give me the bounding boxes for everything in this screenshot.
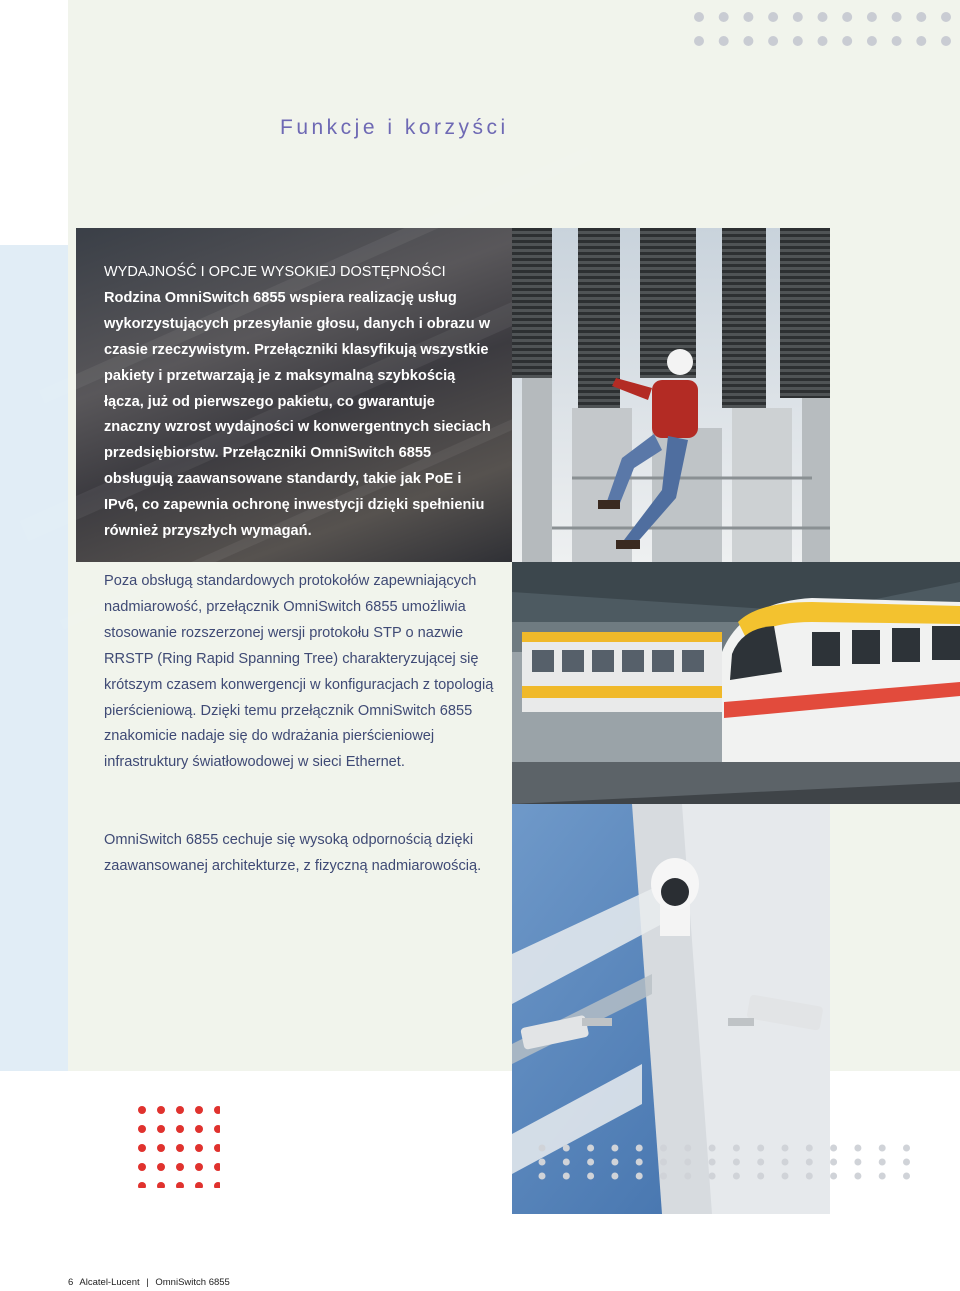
decorative-dot [830, 1145, 837, 1152]
decorative-dot [892, 36, 902, 46]
feature-paragraph: Rodzina OmniSwitch 6855 wspiera realizację usług wykorzystujących przesyłanie głosu, danych i obrazu w czasie rzeczywistym. Przełączniki klasyfikują wszystkie pakiety i przetwarzają je z maksymalną szybkością łącza, już od pierwszego pakietu, co gwarantuje znaczny wzrost wydajności w konwergentnych sieciach przedsiębiorstw. Przełączniki OmniSwitch 6855 obsługują zaawansowane standardy, takie jak PoE i IPv6, co zapewnia ochronę inwestycji dzięki spełnieniu również przyszłych wymagań. [104, 289, 491, 540]
page-number: 6 [68, 1277, 74, 1288]
decorative-dot [903, 1159, 910, 1166]
decorative-dot [941, 12, 951, 22]
footer [68, 1277, 234, 1288]
decorative-dot [782, 1173, 789, 1180]
decorative-dot [757, 1145, 764, 1152]
decorative-dot [892, 12, 902, 22]
decorative-dot [157, 1144, 165, 1152]
decorative-dot [806, 1173, 813, 1180]
decorative-dot [709, 1159, 716, 1166]
decorative-dot [214, 1163, 220, 1171]
decorative-dot [867, 36, 877, 46]
decorative-dot [879, 1145, 886, 1152]
decorative-dot [903, 1145, 910, 1152]
decorative-dot [539, 1159, 546, 1166]
footer-brand: Alcatel-Lucent [79, 1277, 140, 1288]
decorative-dot [636, 1159, 643, 1166]
decorative-dot [793, 36, 803, 46]
decorative-dot [916, 12, 926, 22]
decorative-dot [830, 1173, 837, 1180]
page-title: Funkcje i korzyści [280, 116, 509, 139]
decorative-dot [684, 1173, 691, 1180]
decorative-dot [611, 1145, 618, 1152]
decorative-dot [138, 1182, 146, 1188]
decorative-dot [563, 1159, 570, 1166]
decorative-dot [138, 1125, 146, 1133]
decorative-dot [195, 1144, 203, 1152]
decorative-dot [941, 36, 951, 46]
decorative-dot [587, 1145, 594, 1152]
decorative-dot-grid-top [694, 11, 960, 47]
decorative-dot [176, 1163, 184, 1171]
decorative-dot [757, 1159, 764, 1166]
decorative-dot [818, 36, 828, 46]
feature-box [104, 260, 494, 545]
decorative-dot [806, 1145, 813, 1152]
decorative-dot [176, 1106, 184, 1114]
decorative-dot [176, 1144, 184, 1152]
decorative-dot [709, 1173, 716, 1180]
decorative-dot [563, 1173, 570, 1180]
power-substation-worker-icon [512, 228, 830, 562]
decorative-dot [636, 1173, 643, 1180]
decorative-dot [743, 36, 753, 46]
decorative-dot [709, 1145, 716, 1152]
decorative-dot [830, 1159, 837, 1166]
decorative-dot [743, 12, 753, 22]
decorative-dot-grid-red [138, 1106, 220, 1188]
decorative-dot [611, 1159, 618, 1166]
decorative-dot [879, 1159, 886, 1166]
decorative-dot [563, 1145, 570, 1152]
decorative-dot [854, 1145, 861, 1152]
decorative-dot [782, 1159, 789, 1166]
decorative-dot [719, 12, 729, 22]
decorative-dot [782, 1145, 789, 1152]
decorative-dot [214, 1106, 220, 1114]
decorative-dot [587, 1159, 594, 1166]
decorative-dot [842, 36, 852, 46]
decorative-dot [719, 36, 729, 46]
decorative-dot [611, 1173, 618, 1180]
decorative-dot [854, 1173, 861, 1180]
decorative-dot-grid-grey [538, 1143, 928, 1183]
decorative-dot [195, 1125, 203, 1133]
decorative-dot [757, 1173, 764, 1180]
decorative-dot [660, 1159, 667, 1166]
decorative-dot [694, 12, 704, 22]
decorative-dot [818, 12, 828, 22]
footer-product: OmniSwitch 6855 [155, 1277, 230, 1288]
body-paragraph-1: Poza obsługą standardowych protokołów zapewniających nadmiarowość, przełącznik OmniSwitch 6855 umożliwia stosowanie rozszerzonej wersji protokołu STP o nazwie RRSTP (Ring Rapid Spanning Tree) charakteryzującej się krótszym czasem konwergencji w konfiguracjach z topologią pierścieniową. Dzięki temu przełącznik OmniSwitch 6855 znakomicie nadaje się do wdrażania pierścieniowej infrastruktury światłowodowej w sieci Ethernet. [104, 573, 494, 771]
decorative-dot [733, 1159, 740, 1166]
decorative-dot [879, 1173, 886, 1180]
decorative-dot [684, 1145, 691, 1152]
decorative-dot [694, 36, 704, 46]
decorative-dot [916, 36, 926, 46]
decorative-dot [157, 1125, 165, 1133]
decorative-dot [768, 36, 778, 46]
train-station-photo [512, 562, 960, 804]
decorative-dot [793, 12, 803, 22]
decorative-dot [684, 1159, 691, 1166]
decorative-dot [660, 1173, 667, 1180]
decorative-dot [214, 1125, 220, 1133]
decorative-dot [903, 1173, 910, 1180]
decorative-dot [138, 1144, 146, 1152]
decorative-dot [214, 1144, 220, 1152]
decorative-dot [636, 1145, 643, 1152]
decorative-dot [157, 1182, 165, 1188]
decorative-dot [587, 1173, 594, 1180]
decorative-dot [157, 1106, 165, 1114]
decorative-dot [768, 12, 778, 22]
decorative-dot [854, 1159, 861, 1166]
decorative-dot [660, 1145, 667, 1152]
footer-separator: | [146, 1277, 149, 1288]
decorative-dot [195, 1106, 203, 1114]
decorative-dot [214, 1182, 220, 1188]
decorative-dot [195, 1163, 203, 1171]
train-station-icon [512, 562, 960, 804]
decorative-dot [733, 1145, 740, 1152]
decorative-dot [176, 1125, 184, 1133]
decorative-dot [176, 1182, 184, 1188]
body-paragraph-2: OmniSwitch 6855 cechuje się wysoką odpornością dzięki zaawansowanej architekturze, z fizyczną nadmiarowością. [104, 832, 482, 874]
decorative-dot [842, 12, 852, 22]
power-substation-photo [512, 228, 830, 562]
decorative-dot [195, 1182, 203, 1188]
decorative-dot [806, 1159, 813, 1166]
decorative-dot [138, 1163, 146, 1171]
decorative-dot [867, 12, 877, 22]
decorative-dot [539, 1173, 546, 1180]
decorative-dot [138, 1106, 146, 1114]
feature-heading: WYDAJNOŚĆ I OPCJE WYSOKIEJ DOSTĘPNOŚCI [104, 264, 446, 280]
decorative-dot [539, 1145, 546, 1152]
decorative-dot [733, 1173, 740, 1180]
decorative-dot [157, 1163, 165, 1171]
